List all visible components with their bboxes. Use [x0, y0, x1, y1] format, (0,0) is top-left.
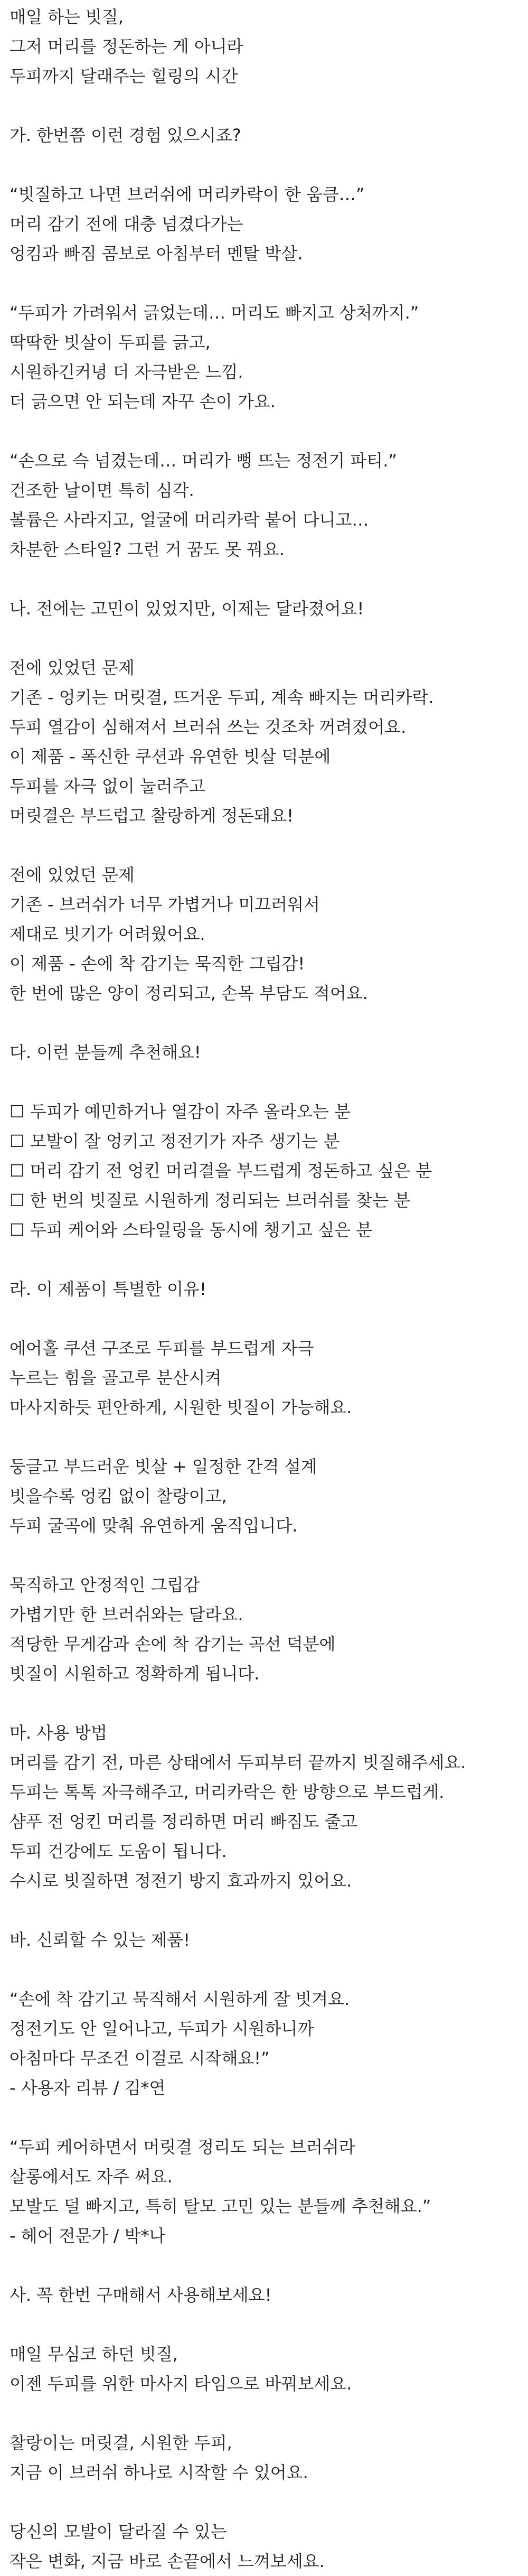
text-paragraph	[10, 180, 528, 268]
text-line: 묵직하고 안정적인 그립감	[10, 1575, 200, 1595]
text-line: 두피 굴곡에 맞춰 유연하게 움직입니다.	[10, 1516, 298, 1536]
text-line: 당신의 모발이 달라질 수 있는	[10, 2522, 227, 2542]
text-line: 매일 무심코 하던 빗질,	[10, 2344, 178, 2364]
text-line: 사. 꼭 한번 구매해서 사용해보세요!	[10, 2285, 272, 2305]
text-line: ☐ 모발이 잘 엉키고 정전기가 자주 생기는 분	[10, 1131, 340, 1151]
text-paragraph	[10, 2428, 528, 2487]
text-line: 정전기도 안 일어나고, 두피가 시원하니까	[10, 2019, 314, 2039]
text-line: 엉킴과 빠짐 콤보로 아침부터 멘탈 박살.	[10, 244, 303, 264]
text-line: 두피를 자극 없이 눌러주고	[10, 776, 205, 796]
text-line: 한 번에 많은 양이 정리되고, 손목 부담도 적어요.	[10, 983, 368, 1003]
text-paragraph	[10, 1718, 528, 1896]
text-line: 마사지하듯 편안하게, 시원한 빗질이 가능해요.	[10, 1397, 352, 1417]
text-line: 지금 이 브러쉬 하나로 시작할 수 있어요.	[10, 2462, 308, 2482]
text-paragraph	[10, 120, 528, 150]
text-line: 두피까지 달래주는 힐링의 시간	[10, 66, 238, 86]
text-line: 가. 한번쯤 이런 경험 있으시죠?	[10, 125, 241, 145]
text-paragraph	[10, 860, 528, 1008]
text-line: “손으로 슥 넘겼는데… 머리가 뻥 뜨는 정전기 파티.”	[10, 451, 397, 471]
text-line: 건조한 날이면 특히 심각.	[10, 480, 194, 500]
text-paragraph	[10, 594, 528, 623]
text-line: 머리를 감기 전, 마른 상태에서 두피부터 끝까지 빗질해주세요.	[10, 1752, 466, 1772]
text-paragraph	[10, 1570, 528, 1688]
text-line: 찰랑이는 머릿결, 시원한 두피,	[10, 2433, 232, 2453]
text-line: 더 긁으면 안 되는데 자꾸 손이 가요.	[10, 391, 276, 412]
text-line: 두피 건강에도 도움이 됩니다.	[10, 1841, 227, 1861]
text-paragraph	[10, 2517, 528, 2576]
text-line: 기존 - 엉키는 머릿결, 뜨거운 두피, 계속 빠지는 머리카락.	[10, 687, 434, 707]
text-line: 수시로 빗질하면 정전기 방지 효과까지 있어요.	[10, 1871, 352, 1891]
text-line: 그저 머리를 정돈하는 게 아니라	[10, 36, 243, 57]
text-line: 빗질이 시원하고 정확하게 됩니다.	[10, 1664, 260, 1684]
text-line: 이 제품 - 폭신한 쿠션과 유연한 빗살 덕분에	[10, 746, 331, 767]
text-line: 차분한 스타일? 그런 거 꿈도 못 꿔요.	[10, 539, 285, 559]
text-paragraph	[10, 653, 528, 830]
text-line: ☐ 두피가 예민하거나 열감이 자주 올라오는 분	[10, 1102, 351, 1122]
text-line: - 헤어 전문가 / 박*나	[10, 2226, 166, 2246]
text-line: 머리 감기 전에 대충 넘겼다가는	[10, 214, 243, 234]
text-line: 매일 하는 빗질,	[10, 7, 124, 27]
text-paragraph	[10, 1274, 528, 1304]
text-line: 딱딱한 빗살이 두피를 긁고,	[10, 332, 211, 352]
text-line: 바. 신뢰할 수 있는 제품!	[10, 1930, 190, 1950]
text-line: 제대로 빗기가 어려웠어요.	[10, 924, 205, 944]
text-line: 라. 이 제품이 특별한 이유!	[10, 1279, 206, 1299]
text-line: 아침마다 무조건 이걸로 시작해요!”	[10, 2048, 270, 2068]
text-line: 마. 사용 방법	[10, 1723, 108, 1743]
text-paragraph	[10, 1097, 528, 1245]
text-line: “두피 케어하면서 머릿결 정리도 되는 브러쉬라	[10, 2137, 355, 2157]
text-line: 이 제품 - 손에 착 감기는 묵직한 그립감!	[10, 954, 305, 974]
text-line: 에어홀 쿠션 구조로 두피를 부드럽게 자극	[10, 1338, 314, 1358]
text-line: 가볍기만 한 브러쉬와는 달라요.	[10, 1604, 243, 1625]
text-line: “두피가 가려워서 긁었는데… 머리도 빠지고 상처까지.”	[10, 303, 419, 323]
text-line: 모발도 덜 빠지고, 특히 탈모 고민 있는 분들께 추천해요.”	[10, 2196, 431, 2216]
text-line: 샴푸 전 엉킨 머리를 정리하면 머리 빠짐도 줄고	[10, 1812, 357, 1832]
text-paragraph	[10, 1984, 528, 2103]
text-line: 나. 전에는 고민이 있었지만, 이제는 달라졌어요!	[10, 599, 364, 619]
text-paragraph	[10, 1452, 528, 1541]
text-line: “손에 착 감기고 묵직해서 시원하게 잘 빗겨요.	[10, 1989, 350, 2009]
text-line: 이젠 두피를 위한 마사지 타임으로 바꿔보세요.	[10, 2374, 352, 2394]
text-line: 빗을수록 엉킴 없이 찰랑이고,	[10, 1486, 227, 1506]
text-paragraph	[10, 298, 528, 416]
text-line: 누르는 힘을 골고루 분산시켜	[10, 1368, 222, 1388]
text-paragraph	[10, 1038, 528, 1067]
text-paragraph	[10, 2132, 528, 2251]
text-line: ☐ 한 번의 빗질로 시원하게 정리되는 브러쉬를 찾는 분	[10, 1190, 411, 1210]
text-paragraph	[10, 2280, 528, 2310]
text-line: 볼륨은 사라지고, 얼굴에 머리카락 붙어 다니고…	[10, 510, 369, 530]
text-line: 전에 있었던 문제	[10, 658, 135, 678]
text-line: 두피 열감이 심해져서 브러쉬 쓰는 것조차 꺼려졌어요.	[10, 717, 407, 737]
text-line: 작은 변화, 지금 바로 손끝에서 느껴보세요.	[10, 2551, 325, 2571]
text-line: 머릿결은 부드럽고 찰랑하게 정돈돼요!	[10, 806, 294, 826]
text-line: ☐ 두피 케어와 스타일링을 동시에 챙기고 싶은 분	[10, 1220, 373, 1240]
text-line: ☐ 머리 감기 전 엉킨 머리결을 부드럽게 정돈하고 싶은 분	[10, 1161, 432, 1181]
text-line: 적당한 무게감과 손에 착 감기는 곡선 덕분에	[10, 1634, 336, 1654]
text-line: “빗질하고 나면 브러쉬에 머리카락이 한 움큼…”	[10, 184, 365, 204]
text-line: 살롱에서도 자주 써요.	[10, 2167, 173, 2187]
text-paragraph	[10, 1925, 528, 1955]
text-line: 다. 이런 분들께 추천해요!	[10, 1042, 201, 1062]
text-paragraph	[10, 2, 528, 91]
text-paragraph	[10, 1333, 528, 1422]
text-line: 전에 있었던 문제	[10, 865, 135, 885]
text-line: 기존 - 브러쉬가 너무 가볍거나 미끄러워서	[10, 894, 320, 914]
text-line: 시원하긴커녕 더 자극받은 느낌.	[10, 362, 243, 382]
text-line: - 사용자 리뷰 / 김*연	[10, 2078, 166, 2098]
text-paragraph	[10, 446, 528, 564]
text-line: 두피는 톡톡 자극해주고, 머리카락은 한 방향으로 부드럽게.	[10, 1782, 445, 1802]
text-line: 둥글고 부드러운 빗살 + 일정한 간격 설계	[10, 1457, 317, 1477]
text-paragraph	[10, 2339, 528, 2398]
